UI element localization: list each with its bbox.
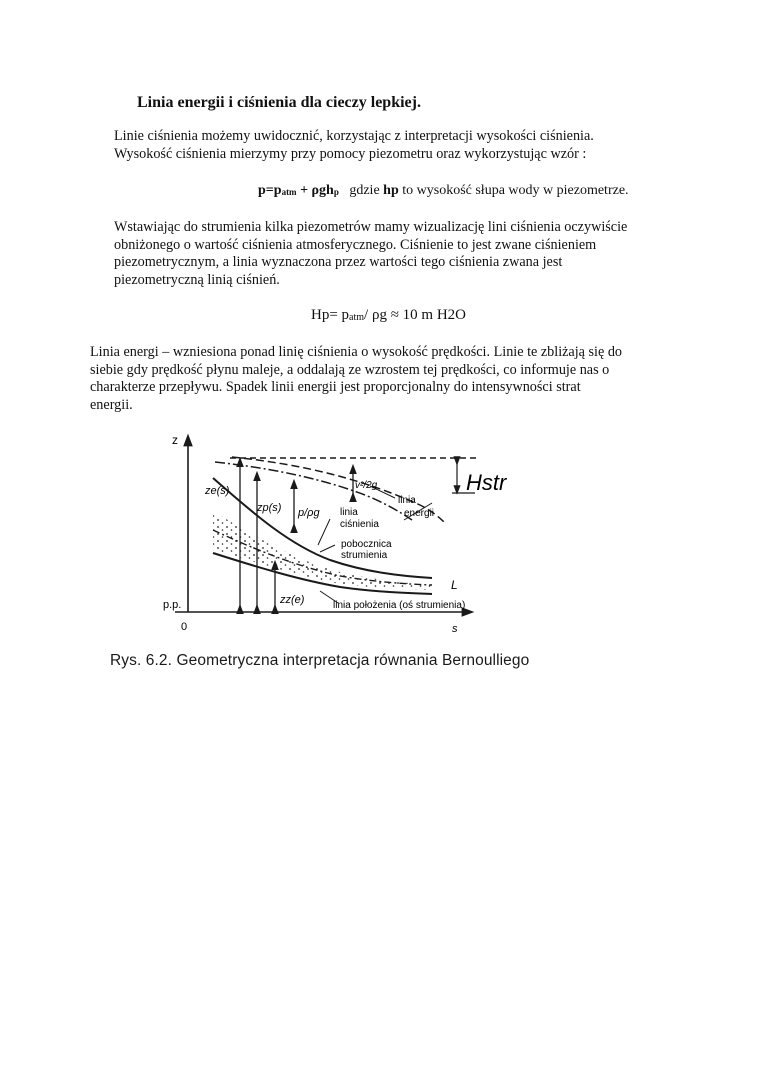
z-axis-label: z (172, 433, 178, 447)
s-axis-label: s (452, 623, 458, 635)
intro-line: Linie ciśnienia możemy uwidocznić, korzystając z interpretacji wysokości ciśnienia. (114, 128, 594, 144)
linia-energii-label-2: energii (404, 508, 435, 519)
linia-energii-label-1: linia (398, 495, 416, 506)
formula-gdzie: gdzie (349, 183, 380, 198)
pp-label: p.p. (163, 599, 182, 611)
L-label: L (451, 578, 458, 592)
formula-atm-subscript: atm (281, 187, 297, 197)
formula-pressure (258, 183, 629, 199)
zz-label: zz(e) (280, 594, 305, 606)
paragraph-piezometric (114, 219, 627, 289)
leader-linia-cisnienia (318, 519, 330, 545)
formula-plus: + (296, 183, 312, 198)
paragraph-line: siebie gdy prędkość płynu maleje, a oddalają ze wzrostem tej prędkości, co informuje nas o (90, 361, 610, 378)
formula2-lhs: Hp= p (311, 307, 350, 323)
formula2-rest: / ρg ≈ 10 m H2O (364, 307, 467, 323)
formula-hp: hp (383, 183, 399, 198)
linia-cisnienia-label-2: ciśnienia (340, 519, 379, 530)
formula-lhs: p=p (258, 183, 282, 198)
pobocznica-label-1: pobocznica (341, 539, 392, 550)
paragraph-line: energii. (90, 396, 133, 413)
figure-caption: Rys. 6.2. Geometryczna interpretacja równania Bernoulliego (110, 652, 530, 669)
leader-pobocznica (320, 545, 335, 552)
intro-line: Wysokość ciśnienia mierzymy przy pomocy piezometru oraz wykorzystując wzór : (114, 145, 587, 162)
ze-label: ze(s) (205, 485, 230, 497)
formula-rho-g-h: ρgh (311, 183, 334, 198)
paragraph-line: piezometrycznym, a linia wyznaczona przez wartości tego ciśnienia zwana jest (114, 254, 563, 270)
paragraph-line: obniżonego o wartość ciśnienia atmosferycznego. Ciśnienie to jest zwane ciśnieniem (114, 236, 597, 253)
v2-2g-label: v²/2g (355, 480, 378, 491)
intro-paragraph (114, 128, 594, 163)
paragraph-line: Wstawiając do strumienia kilka piezometrów mamy wizualizację lini ciśnienia oczywiście (114, 219, 628, 235)
zp-label: zp(s) (257, 502, 282, 514)
origin-label: 0 (181, 621, 188, 633)
paragraph-energy-line (90, 344, 622, 414)
formula-hp-equation (311, 307, 466, 324)
paragraph-line: piezometryczną linią ciśnień. (114, 271, 280, 288)
p-rho-g-label: p/ρg (298, 507, 320, 519)
bernoulli-figure (150, 425, 510, 640)
formula-rest: to wysokość słupa wody w piezometrze. (402, 183, 629, 198)
pobocznica-label-2: strumienia (341, 550, 388, 561)
formula2-atm-subscript: atm (349, 312, 365, 323)
linia-cisnienia-label-1: linia (340, 507, 358, 518)
hstr-label: Hstr (466, 470, 507, 495)
page-title: Linia energii i ciśnienia dla cieczy lepkiej. (137, 94, 421, 111)
paragraph-line: charakterze przepływu. Spadek linii energii jest proporcjonalny do intensywności strat (90, 379, 581, 395)
linia-polozenia-label: linia położenia (oś strumienia) (333, 600, 466, 611)
formula-p-subscript: p (333, 187, 339, 197)
paragraph-line: Linia energi – wzniesiona ponad linię ciśnienia o wysokość prędkości. Linie te zbliżają się do (90, 344, 623, 360)
